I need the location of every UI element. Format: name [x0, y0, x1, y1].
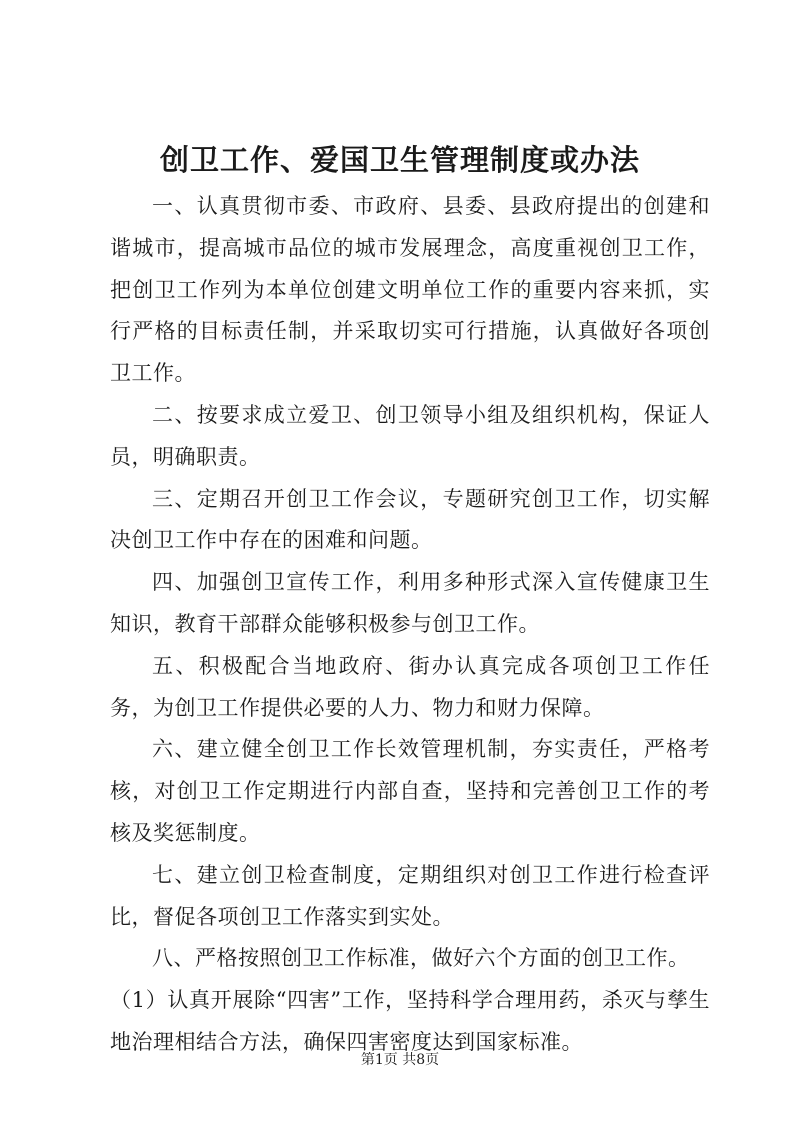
paragraph-4: 四、加强创卫宣传工作，利用多种形式深入宣传健康卫生知识，教育干部群众能够积极参与创卫工作。	[110, 570, 710, 636]
page-number-footer: 第1页 共8页	[360, 1052, 440, 1068]
paragraph-1: 一、认真贯彻市委、市政府、县委、县政府提出的创建和谐城市，提高城市品位的城市发展理念，高度重视创卫工作，把创卫工作列为本单位创建文明单位工作的重要内容来抓，实行严格的目标责任制，并采取切实可行措施，认真做好各项创卫工作。	[110, 194, 710, 386]
paragraph-6: 六、建立健全创卫工作长效管理机制，夯实责任，严格考核，对创卫工作定期进行内部自查，坚持和完善创卫工作的考核及奖惩制度。	[110, 737, 710, 845]
paragraph-3: 三、定期召开创卫工作会议，专题研究创卫工作，切实解决创卫工作中存在的困难和问题。	[110, 486, 710, 553]
paragraph-5: 五、积极配合当地政府、街办认真完成各项创卫工作任务，为创卫工作提供必要的人力、物力和财力保障。	[110, 653, 710, 720]
paragraph-9: （1）认真开展除“四害”工作，坚持科学合理用药，杀灭与孳生地治理相结合方法，确保四害密度达到国家标准。	[110, 988, 710, 1054]
paragraph-2: 二、按要求成立爱卫、创卫领导小组及组织机构，保证人员，明确职责。	[110, 402, 710, 469]
document-body	[110, 186, 710, 1064]
paragraph-7: 七、建立创卫检查制度，定期组织对创卫工作进行检查评比，督促各项创卫工作落实到实处。	[110, 862, 710, 929]
paragraph-8: 八、严格按照创卫工作标准，做好六个方面的创卫工作。	[152, 946, 690, 971]
document-title: 创卫工作、爱国卫生管理制度或办法	[159, 143, 640, 177]
